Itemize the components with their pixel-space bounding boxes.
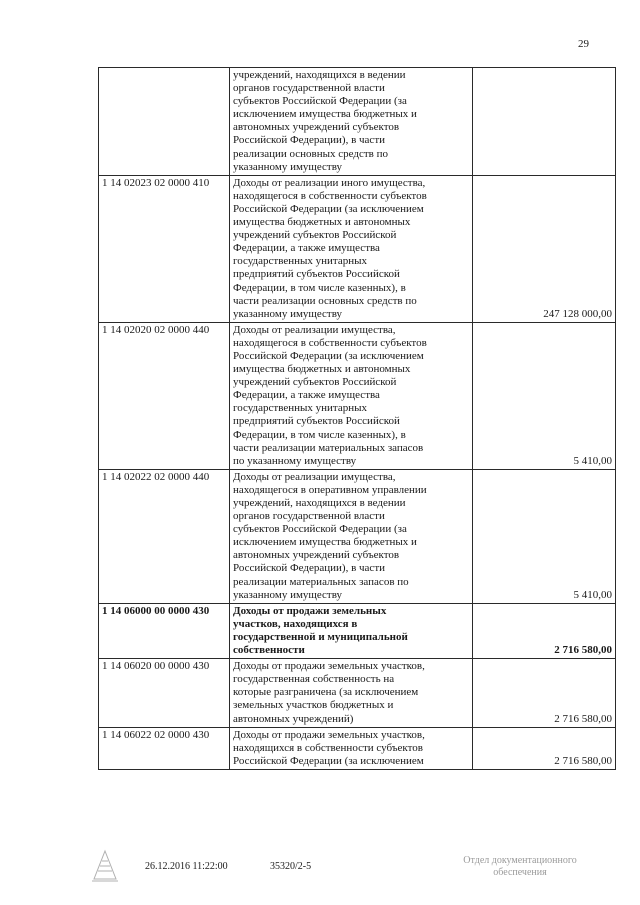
description-line: Российской Федерации), в части [233, 562, 386, 575]
revenue-description-cell [230, 68, 473, 176]
description-line: предприятий субъектов Российской [233, 415, 400, 428]
amount-cell: 2 716 580,00 [473, 727, 616, 769]
revenue-description-cell [230, 175, 473, 322]
revenue-table [98, 67, 616, 770]
description-line: учреждений субъектов Российской [233, 229, 397, 242]
description-line: участков, находящихся в [233, 617, 358, 630]
description-line: учреждений, находящихся в ведении [233, 69, 406, 81]
description-line: Доходы от реализации иного имущества, [233, 176, 426, 189]
description-line: указанному имуществу [233, 160, 343, 173]
description-line: которые разграничена (за исключением [233, 686, 419, 699]
description-line: Доходы от продажи земельных участков, [233, 660, 425, 673]
description-line: Доходы от реализации имущества, [233, 323, 396, 336]
revenue-code-cell: 1 14 02022 02 0000 440 [99, 469, 230, 603]
description-line: Федерации, в том числе казенных), в [233, 281, 406, 294]
amount-cell [473, 68, 616, 176]
description-line: Доходы от продажи земельных участков, [233, 728, 425, 741]
description-line: государственных унитарных [233, 402, 368, 415]
description-line: собственности [233, 644, 305, 657]
description-line: Российской Федерации (за исключением [233, 202, 424, 215]
description-line: Российской Федерации (за исключением [233, 349, 424, 362]
amount-cell: 5 410,00 [473, 322, 616, 469]
description-line: автономных учреждений субъектов [233, 549, 400, 562]
page-number: 29 [578, 38, 589, 50]
revenue-code-cell: 1 14 02023 02 0000 410 [99, 175, 230, 322]
description-line: автономных учреждений) [233, 712, 354, 725]
description-line: государственных унитарных [233, 255, 368, 268]
department-mark [445, 855, 595, 879]
amount-cell: 247 128 000,00 [473, 175, 616, 322]
revenue-code-cell: 1 14 06020 00 0000 430 [99, 659, 230, 727]
table-row [99, 322, 616, 469]
description-line: учреждений, находящихся в ведении [233, 497, 406, 509]
description-line: имущества бюджетных и автономных [233, 363, 411, 376]
table-row [99, 659, 616, 727]
revenue-table-body [99, 68, 616, 770]
table-row [99, 175, 616, 322]
description-line: Федерации, а также имущества [233, 242, 380, 255]
description-line: реализации основных средств по [233, 147, 389, 160]
description-line: исключением имущества бюджетных и [233, 108, 417, 121]
description-line: имущества бюджетных и автономных [233, 216, 411, 229]
amount-cell: 2 716 580,00 [473, 603, 616, 658]
footer-doc-number: 35320/2-5 [270, 861, 312, 872]
description-line: государственной и муниципальной [233, 630, 408, 643]
description-line: находящегося в собственности субъектов [233, 336, 427, 349]
description-line: Российской Федерации), в части [233, 134, 386, 147]
description-line: указанному имуществу [233, 588, 343, 601]
department-mark-line2: обеспечения [493, 867, 547, 878]
revenue-description-cell [230, 659, 473, 727]
description-line: Федерации, а также имущества [233, 389, 380, 402]
description-line: находящегося в оперативном управлении [233, 483, 427, 496]
description-line: земельных участков бюджетных и [233, 699, 394, 712]
description-line: исключением имущества бюджетных и [233, 536, 417, 549]
description-line: части реализации основных средств по [233, 294, 417, 307]
description-line: субъектов Российской Федерации (за [233, 523, 407, 536]
revenue-code-cell: 1 14 06022 02 0000 430 [99, 727, 230, 769]
page-footer [0, 857, 640, 897]
amount-cell: 2 716 580,00 [473, 659, 616, 727]
revenue-description-cell [230, 469, 473, 603]
description-line: по указанному имуществу [233, 454, 357, 467]
description-line: Российской Федерации (за исключением [233, 754, 424, 767]
table-row [99, 469, 616, 603]
revenue-code-cell: 1 14 02020 02 0000 440 [99, 322, 230, 469]
description-line: субъектов Российской Федерации (за [233, 95, 407, 108]
registry-stamp-icon [90, 849, 120, 883]
description-line: Доходы от продажи земельных [233, 604, 387, 617]
description-line: реализации материальных запасов по [233, 575, 409, 588]
description-line: Федерации, в том числе казенных), в [233, 428, 406, 441]
amount-cell: 5 410,00 [473, 469, 616, 603]
description-line: предприятий субъектов Российской [233, 268, 400, 281]
description-line: органов государственной власти [233, 510, 385, 523]
description-line: Доходы от реализации имущества, [233, 470, 396, 483]
description-line: находящегося в собственности субъектов [233, 189, 427, 202]
revenue-description-cell [230, 322, 473, 469]
description-line: автономных учреждений субъектов [233, 121, 400, 134]
description-line: государственная собственность на [233, 673, 395, 686]
revenue-description-cell [230, 727, 473, 769]
description-line: указанному имуществу [233, 307, 343, 320]
table-row [99, 603, 616, 658]
description-line: учреждений субъектов Российской [233, 376, 397, 389]
description-line: находящихся в собственности субъектов [233, 741, 423, 754]
description-line: органов государственной власти [233, 82, 385, 95]
footer-date: 26.12.2016 11:22:00 [145, 861, 228, 872]
table-row [99, 68, 616, 176]
description-line: части реализации материальных запасов [233, 441, 424, 454]
department-mark-line1: Отдел документационного [463, 855, 577, 866]
revenue-code-cell [99, 68, 230, 176]
table-row [99, 727, 616, 769]
revenue-code-cell: 1 14 06000 00 0000 430 [99, 603, 230, 658]
revenue-description-cell [230, 603, 473, 658]
